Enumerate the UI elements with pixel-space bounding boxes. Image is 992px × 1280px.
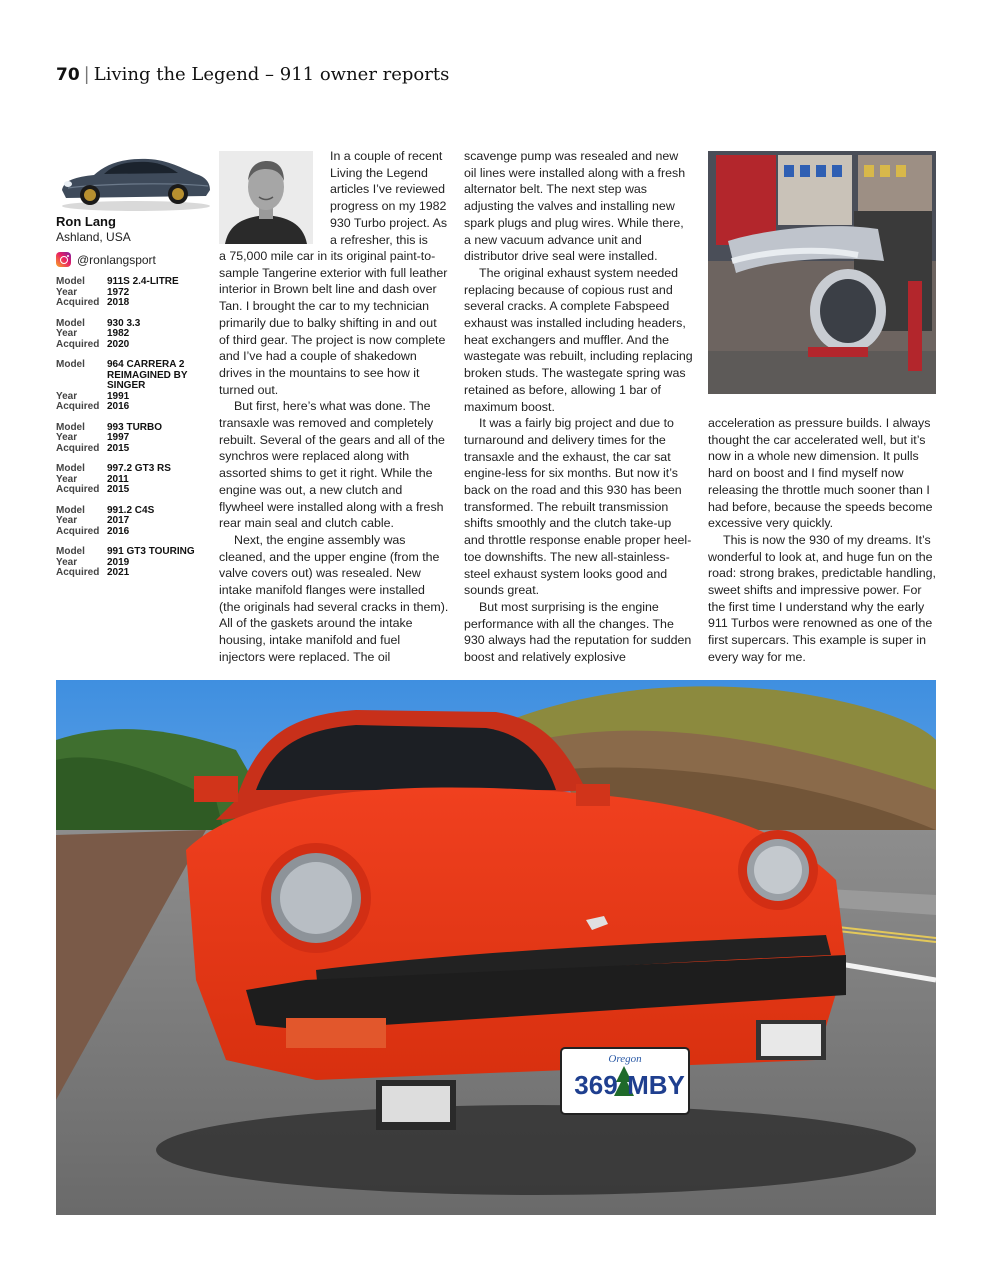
car-detail-row <box>56 444 212 455</box>
car-entry <box>56 464 212 496</box>
car-detail-row <box>56 506 212 517</box>
car-detail-row <box>56 464 212 475</box>
car-entry <box>56 360 212 413</box>
car-detail-value: 1972 <box>107 286 130 298</box>
car-detail-label: Year <box>56 390 78 402</box>
page-number: 70 <box>56 65 80 85</box>
owner-portrait <box>219 151 313 244</box>
car-detail-label: Model <box>56 546 85 557</box>
car-list <box>56 277 212 579</box>
car-detail-row <box>56 277 212 288</box>
article-paragraph: It was a fairly big project and due to turnaround and delivery times for the transaxle and the exhaust, the car sat engine-less for six months. But now it’s back on the road and this 930 has been transformed. The rebuilt transmission shifts smoothly and the clutch take-up and throttle response enable proper heel-toe downshifts. The new all-stainless-steel exhaust system looks good and sounds great. <box>464 416 692 598</box>
article-paragraph: Next, the engine assembly was cleaned, and the upper engine (from the valve covers out) was resealed. New intake manifold flanges were installed (the originals had several cracks in them). All of the gaskets around the intake housing, intake manifold and fuel injectors were replaced. The oil <box>219 532 449 664</box>
article-paragraph: This is now the 930 of my dreams. It’s wonderful to look at, and huge fun on the road: strong brakes, predictable handling, sweet shifts and impressive power. For the first time I understand why the early 911 Turbos were renowned as one of the first supercars. This example is super in every way for me. <box>708 532 936 664</box>
article-paragraph: acceleration as pressure builds. I always thought the car accelerated well, but it’s now in a whole new dimension. It pulls hard on boost and I find myself now releasing the throttle much sooner than I had before, because the speeds become excessive very quickly. <box>708 416 933 531</box>
car-detail-row <box>56 319 212 330</box>
article-column-3 <box>708 415 938 666</box>
car-detail-value: 1991 <box>107 390 130 402</box>
car-detail-value: 2018 <box>107 297 130 308</box>
car-detail-value: 2019 <box>107 556 130 568</box>
car-detail-label: Model <box>56 276 85 287</box>
car-detail-label: Year <box>56 556 78 568</box>
page-header <box>56 64 449 85</box>
car-detail-value: 2015 <box>107 442 130 454</box>
car-detail-label: Model <box>56 504 85 516</box>
car-detail-value: 2021 <box>107 567 130 578</box>
car-detail-label: Acquired <box>56 401 100 412</box>
article-column-1 <box>219 248 449 666</box>
car-detail-value: 2020 <box>107 338 130 350</box>
car-detail-value: 991 GT3 TOURING <box>107 546 195 557</box>
article-paragraph: But most surprising is the engine performance with all the changes. The 930 always had the reputation for sudden boost and relatively explosive <box>464 599 692 665</box>
car-detail-value: 964 CARRERA 2 REIMAGINED BY SINGER <box>107 359 188 391</box>
owner-sidebar <box>56 150 212 589</box>
car-detail-value: 2011 <box>107 473 129 485</box>
car-detail-label: Acquired <box>56 297 100 308</box>
car-entry <box>56 277 212 309</box>
car-detail-row <box>56 360 212 392</box>
car-detail-label: Year <box>56 328 78 339</box>
car-detail-value: 1997 <box>107 432 130 443</box>
car-detail-value: 993 TURBO <box>107 421 163 433</box>
car-detail-label: Model <box>56 463 85 474</box>
instagram-handle-text: @ronlangsport <box>77 252 156 267</box>
plate-state: Oregon <box>608 1053 642 1065</box>
car-detail-value: 1982 <box>107 328 130 339</box>
car-entry <box>56 319 212 351</box>
car-detail-value: 2017 <box>107 515 130 526</box>
plate-number-left: 369 <box>574 1070 618 1100</box>
car-entry <box>56 423 212 455</box>
article-column-2 <box>464 148 694 666</box>
header-separator: | <box>83 64 90 85</box>
car-detail-label: Year <box>56 286 78 298</box>
car-detail-label: Year <box>56 515 78 526</box>
car-detail-label: Acquired <box>56 442 100 454</box>
instagram-handle[interactable] <box>56 252 212 267</box>
car-detail-value: 2016 <box>107 525 130 537</box>
section-title: Living the Legend – 911 owner reports <box>93 64 450 85</box>
car-detail-label: Year <box>56 432 78 443</box>
car-detail-row <box>56 340 212 351</box>
car-detail-label: Model <box>56 317 85 329</box>
car-detail-row <box>56 423 212 434</box>
instagram-icon <box>56 252 71 267</box>
car-detail-value: 911S 2.4-LITRE <box>107 276 179 287</box>
car-detail-value: 997.2 GT3 RS <box>107 463 171 474</box>
engine-photo <box>708 151 936 394</box>
owner-car-thumbnail <box>56 150 212 212</box>
article-paragraph: scavenge pump was resealed and new oil lines were installed along with a fresh alternator belt. The next step was adjusting the valves and installing new spark plugs and plug wires. While there, a new vacuum advance unit and distributor drive seal were installed. <box>464 149 686 264</box>
main-car-photo <box>56 680 936 1215</box>
article-paragraph: In a couple of recent Living the Legend articles I’ve reviewed progress on my 1982 930 Turbo project. As a refresher, this is <box>330 149 448 247</box>
car-detail-label: Model <box>56 359 85 370</box>
car-detail-label: Acquired <box>56 567 100 578</box>
owner-location: Ashland, USA <box>56 230 131 244</box>
car-detail-value: 2016 <box>107 401 130 412</box>
owner-name: Ron Lang <box>56 214 116 229</box>
article-paragraph: But first, here’s what was done. The transaxle was removed and completely rebuilt. Several of the gears and all of the synchros were replaced along with assorted shims to get it right. While the engine was out, a new clutch and flywheel were installed along with a fresh rear main seal and clutch cable. <box>219 399 445 531</box>
car-detail-value: 2015 <box>107 484 130 495</box>
plate-number-right: MBY <box>627 1070 685 1100</box>
car-detail-row <box>56 485 212 496</box>
car-detail-row <box>56 568 212 579</box>
article-paragraph: a 75,000 mile car in its original paint-to-sample Tangerine exterior with full leather interior in Brown belt line and dash over Tan. I brought the car to my technician primarily due to balky shifting in and out of third gear. The project is now complete and I’ve had a couple of shakedown drives in the mountains to see how it turned out. <box>219 249 448 397</box>
car-detail-label: Model <box>56 421 85 433</box>
car-detail-row <box>56 402 212 413</box>
car-detail-row <box>56 527 212 538</box>
car-detail-label: Acquired <box>56 484 100 495</box>
car-detail-row <box>56 547 212 558</box>
car-entry <box>56 547 212 579</box>
car-detail-value: 930 3.3 <box>107 317 141 329</box>
car-detail-label: Year <box>56 473 78 485</box>
article-paragraph: The original exhaust system needed replacing because of copious rust and several cracks. A complete Fabspeed exhaust was installed including headers, heat exchangers and muffler. And the wastegate was rebuilt, including replacing broken studs. The wastegate spring was retained as before, allowing 1 bar of maximum boost. <box>464 265 693 414</box>
car-detail-row <box>56 329 212 340</box>
car-entry <box>56 506 212 538</box>
car-detail-value: 991.2 C4S <box>107 504 155 516</box>
car-detail-row <box>56 433 212 444</box>
car-detail-row <box>56 516 212 527</box>
car-detail-label: Acquired <box>56 338 100 350</box>
article-column-1-top <box>330 148 448 248</box>
car-detail-row <box>56 298 212 309</box>
car-detail-label: Acquired <box>56 525 100 537</box>
